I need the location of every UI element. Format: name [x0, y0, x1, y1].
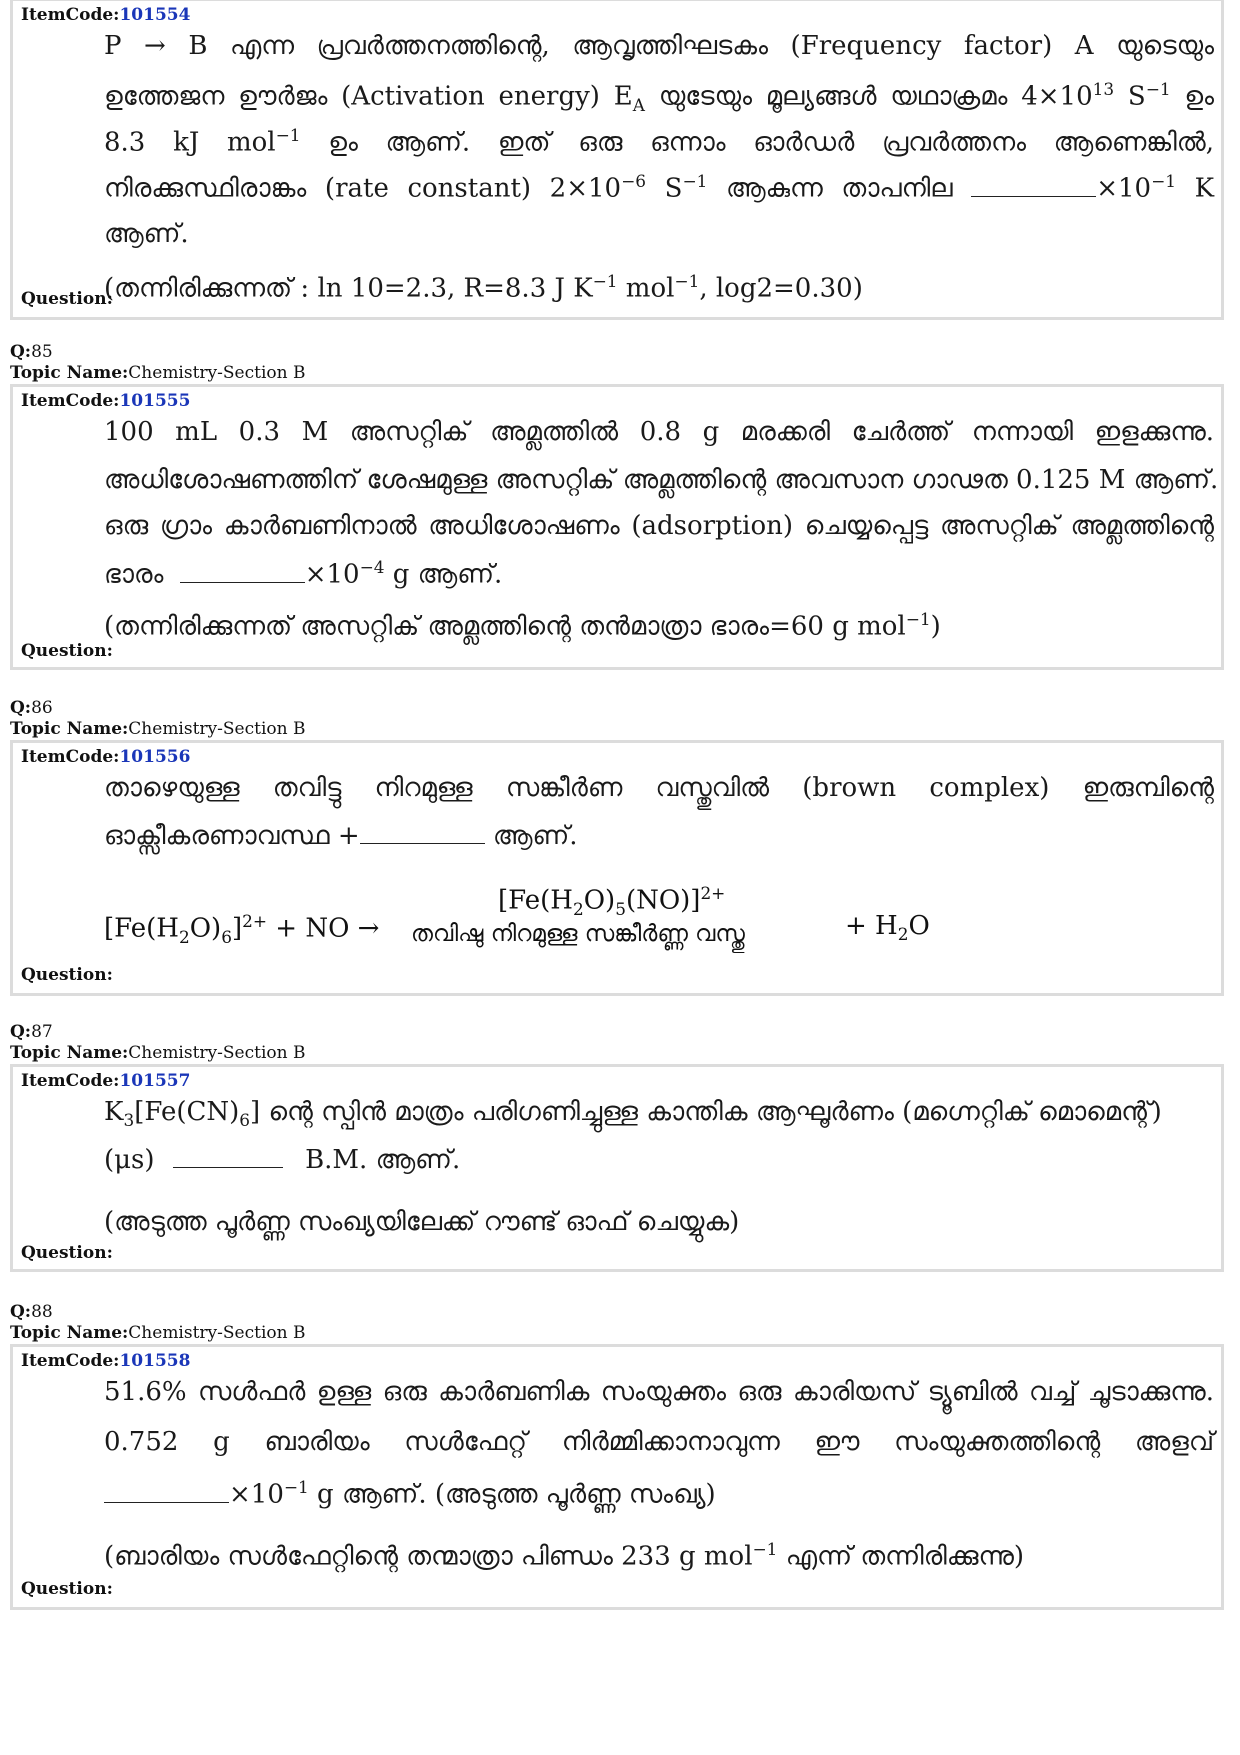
equation-reactants: $[Fe(H_2O)_6]^{2+}$ + NO → — [104, 911, 380, 947]
item-code: ItemCode:101558 — [21, 1351, 191, 1371]
topic-name: Topic Name:Chemistry-Section B — [10, 1323, 306, 1343]
equation-product: $[Fe(H_2O)_5(NO)]^{2+}$ — [498, 883, 726, 919]
q-number: Q:85 — [10, 342, 53, 362]
question-line-2: അധിശോഷണത്തിന് ശേഷമുള്ള അസറ്റിക് അമ്ലത്തിന്റെ അവസാന ഗാഢത 0.125 M ആണ്. — [104, 465, 1219, 495]
question-card-101554 — [10, 0, 1224, 320]
question-line-2: ഓക്സീകരണാവസ്ഥ + ആണ്. — [104, 821, 578, 851]
question-label: Question: — [21, 965, 113, 985]
q-number: Q:86 — [10, 698, 53, 718]
q-number: Q:87 — [10, 1022, 53, 1042]
answer-blank[interactable] — [180, 560, 305, 583]
item-code: ItemCode:101557 — [21, 1071, 191, 1091]
question-line-2: ഉത്തേജന ഊർജം (Activation energy) $E_A$ യുടേയും മൂല്യങ്ങൾ യഥാക്രമം $4\times 10^{13}$ $S^{-1}$ ഉം — [104, 79, 1215, 115]
question-line-1: $K_3[Fe(CN)_6]$ ന്റെ സ്പിൻ മാത്രം പരിഗണിച്ചുള്ള കാന്തിക ആഘൂർണം (മഗ്നെറ്റിക് മൊമെന്റ്) — [104, 1097, 1162, 1131]
answer-blank[interactable] — [360, 821, 485, 844]
question-line-4: നിരക്കുസ്ഥിരാങ്കം (rate constant) $2\times 10^{-6}$ $S^{-1}$ ആകുന്ന താപനില $\times 10^{-1}$ K — [104, 171, 1215, 204]
question-line-3: 8.3 kJ mol$^{-1}$ ഉം ആണ്. ഇത് ഒരു ഒന്നാം ഓർഡർ പ്രവർത്തനം ആണെങ്കിൽ, — [104, 125, 1214, 158]
topic-name: Topic Name:Chemistry-Section B — [10, 719, 306, 739]
question-label: Question: — [21, 1579, 113, 1599]
question-line-4: (ബാരിയം സൾഫേറ്റിന്റെ തന്മാത്രാ പിണ്ഡം 233 g mol$^{-1}$ എന്ന് തന്നിരിക്കുന്നു) — [104, 1539, 1025, 1572]
question-label: Question: — [21, 289, 113, 309]
question-line-2: (μs) B.M. ആണ്. — [104, 1145, 461, 1175]
item-code: ItemCode:101554 — [21, 5, 191, 25]
item-code: ItemCode:101555 — [21, 391, 191, 411]
question-line-3: ഒരു ഗ്രാം കാർബണിനാൽ അധിശോഷണം (adsorption) ചെയ്യപ്പെട്ട അസറ്റിക് അമ്ലത്തിന്റെ — [104, 511, 1214, 541]
question-line-5: ആണ്. — [104, 219, 189, 249]
question-line-3: $\times 10^{-1}$ g ആണ്. (അടുത്ത പൂർണ്ണ സംഖ്യ) — [104, 1477, 716, 1511]
question-line-1: P → B എന്ന പ്രവർത്തനത്തിന്റെ, ആവൃത്തിഘടകം (Frequency factor) A യുടെയും — [104, 31, 1214, 61]
equation-water: + $H_2O$ — [845, 911, 930, 945]
question-line-4: ഭാരം $\times 10^{-4}$ g ആണ്. — [104, 557, 503, 590]
question-line-3: (അടുത്ത പൂർണ്ണ സംഖ്യയിലേക്ക് റൗണ്ട് ഓഫ് ചെയ്യുക) — [104, 1207, 740, 1237]
question-card-101557 — [10, 1064, 1224, 1272]
question-line-6: (തന്നിരിക്കുന്നത് : ln 10=2.3, R=8.3 J $K^{-1}$ mol$^{-1}$, log2=0.30) — [104, 271, 863, 304]
question-line-1: താഴെയുള്ള തവിട്ടു നിറമുള്ള സങ്കീർണ വസ്തുവിൽ (brown complex) ഇരുമ്പിന്റെ — [104, 773, 1214, 803]
answer-blank[interactable] — [971, 174, 1096, 197]
answer-blank[interactable] — [173, 1145, 283, 1168]
question-card-101556 — [10, 740, 1224, 996]
question-label: Question: — [21, 1243, 113, 1263]
q-number: Q:88 — [10, 1302, 53, 1322]
question-label: Question: — [21, 641, 113, 661]
item-code: ItemCode:101556 — [21, 747, 191, 767]
topic-name: Topic Name:Chemistry-Section B — [10, 363, 306, 383]
question-card-101555 — [10, 384, 1224, 670]
answer-blank[interactable] — [104, 1480, 229, 1503]
question-line-2: 0.752 g ബാരിയം സൾഫേറ്റ് നിർമ്മിക്കാനാവുന്ന ഈ സംയുക്തത്തിന്റെ അളവ് — [104, 1427, 1214, 1457]
question-card-101558 — [10, 1344, 1224, 1610]
topic-name: Topic Name:Chemistry-Section B — [10, 1043, 306, 1063]
question-line-1: 100 mL 0.3 M അസറ്റിക് അമ്ലത്തിൽ 0.8 g മരക്കരി ചേർത്ത് നന്നായി ഇളക്കുന്നു. — [104, 417, 1214, 447]
question-line-1: 51.6% സൾഫർ ഉള്ള ഒരു കാർബണിക സംയുക്തം ഒരു കാരിയസ് ട്യൂബിൽ വച്ച് ചൂടാക്കുന്നു. — [104, 1377, 1214, 1407]
question-line-5: (തന്നിരിക്കുന്നത് അസറ്റിക് അമ്ലത്തിന്റെ തൻമാത്രാ ഭാരം=60 g mol$^{-1}$) — [104, 609, 941, 642]
equation-caption: തവിഷു നിറമുള്ള സങ്കീർണ്ണ വസ്തു — [411, 921, 745, 947]
